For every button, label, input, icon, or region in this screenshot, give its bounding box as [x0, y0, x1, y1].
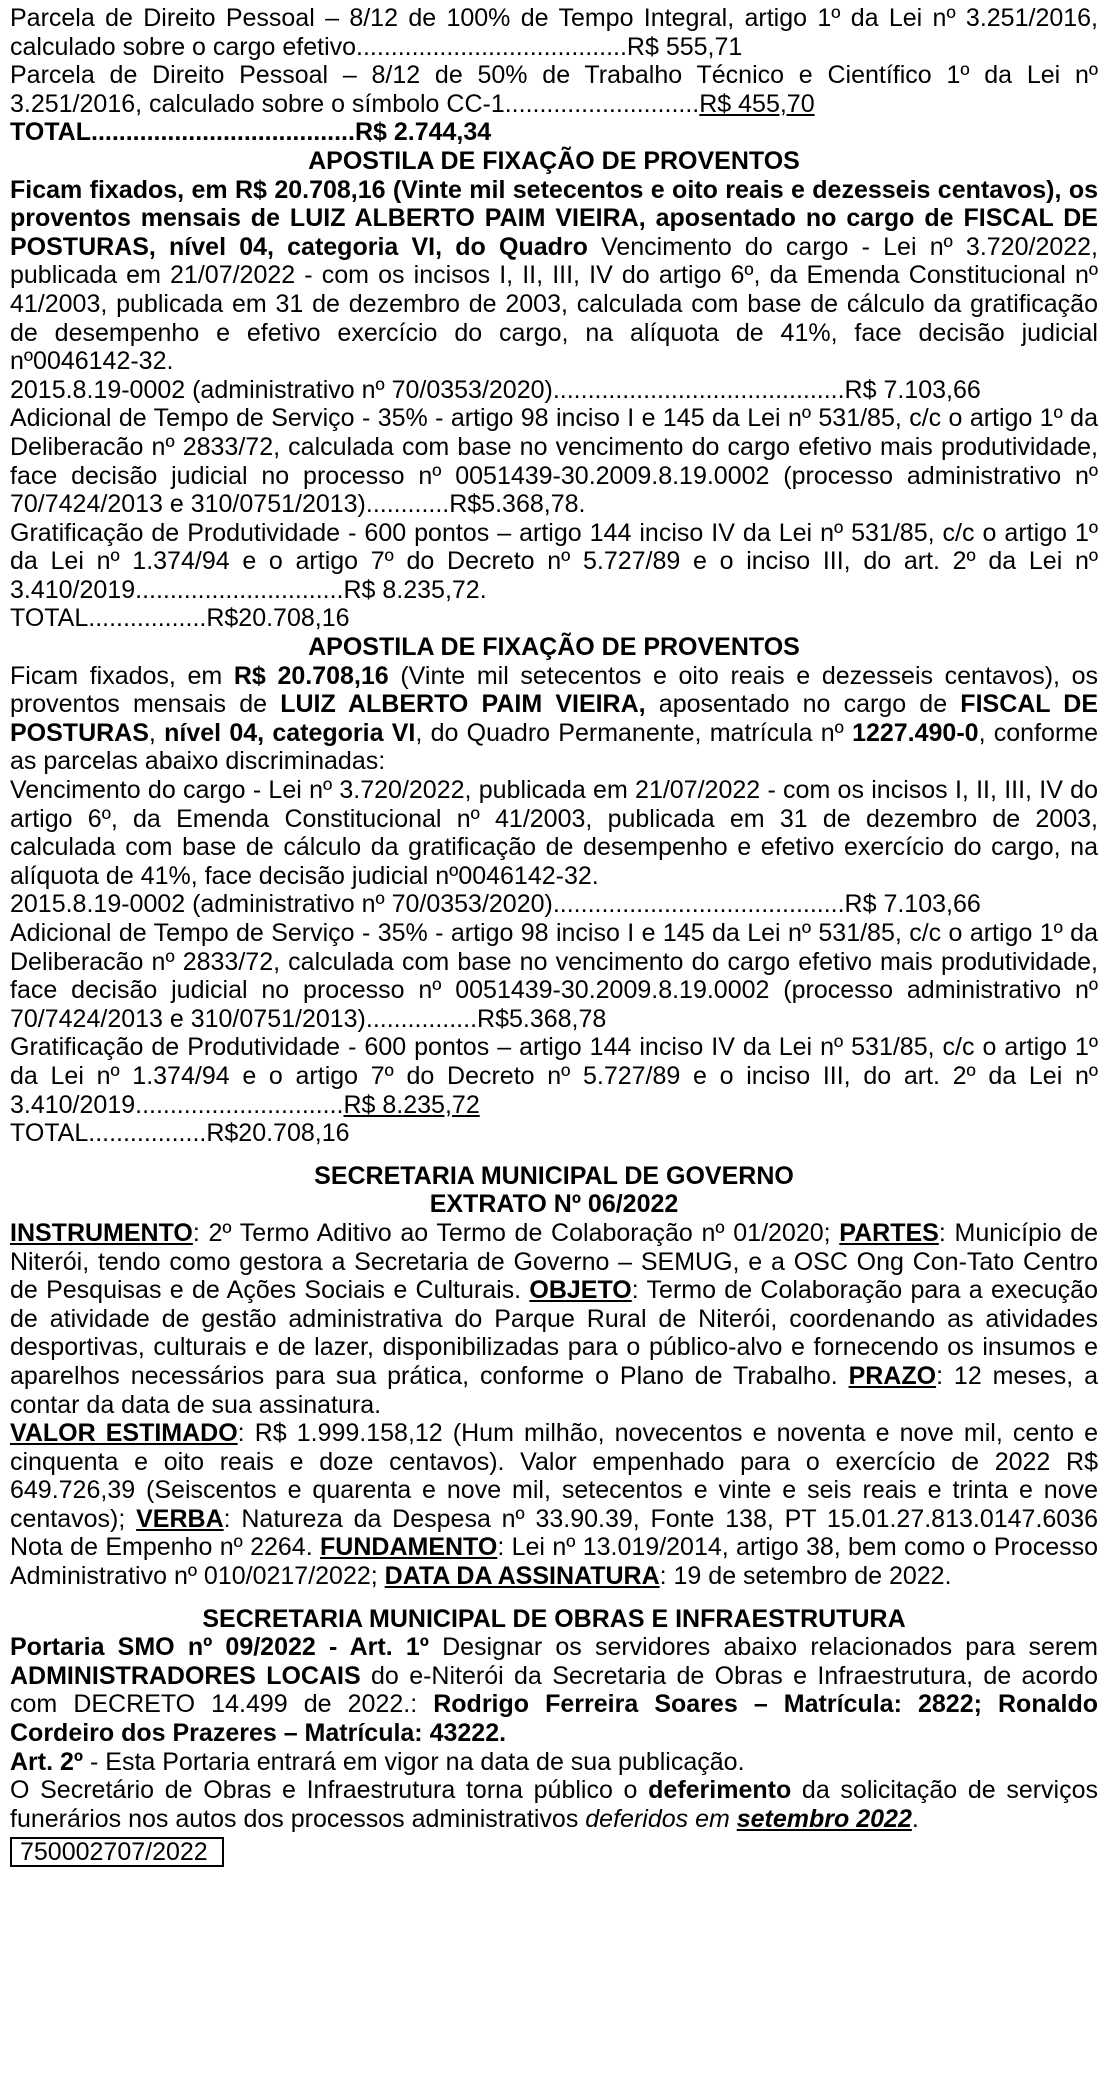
instrumento-label: INSTRUMENTO	[10, 1218, 193, 1247]
partes-text: : Município de Niterói, tendo como gestora a Secretaria de Governo – SEMUG, e a OSC Ong Con-Tato Centro de Pesquisas e de Ações Sociais e Culturais.	[10, 1218, 1098, 1305]
apostila2-intro-name: LUIZ ALBERTO PAIM VIEIRA,	[280, 690, 646, 719]
deferimento-month: setembro 2022	[736, 1804, 912, 1833]
deferimento-end: .	[911, 1804, 919, 1833]
obras-art2	[10, 1748, 1098, 1777]
apostila2-vencimento: Vencimento do cargo - Lei nº 3.720/2022, publicada em 21/07/2022 - com os incisos I, II, III, IV do artigo 6º, da Emenda Constitucional nº 41/2003, publicada em 31 de dezembro de 2003, calculada com base de cálculo da gratificação de desempenho e efetivo exercício do cargo, na alíquota de 41%, face decisão judicial nº0046142-32.	[10, 776, 1098, 890]
data-assinatura-label: DATA DA ASSINATURA	[384, 1562, 660, 1591]
obras-deferimento	[10, 1776, 1098, 1833]
verba-label: VERBA	[136, 1504, 224, 1533]
apostila2-intro-cargo: FISCAL DE POSTURAS	[10, 690, 1099, 747]
apostila2-intro-s7: ,	[148, 718, 165, 747]
apostila2-intro-matricula: 1227.490-0	[852, 718, 979, 747]
governo-extrato-body	[10, 1219, 1098, 1419]
governo-valor-paragraph	[10, 1419, 1098, 1591]
apostila2-gratificacao-value: R$ 8.235,72	[343, 1090, 480, 1119]
art2-label: Art. 2º	[10, 1747, 84, 1776]
governo-extrato-title: EXTRATO Nº 06/2022	[429, 1190, 679, 1219]
portaria-admin-locais: ADMINISTRADORES LOCAIS	[10, 1661, 361, 1690]
apostila1-adicional: Adicional de Tempo de Serviço - 35% - artigo 98 inciso I e 145 da Lei nº 531/85, c/c o artigo 1º da Deliberacão nº 2833/72, calculada com base no vencimento do cargo efetivo mais produtividade, face decisão judicial no processo nº 0051439-30.2009.8.19.0002 (processo administrativo nº 70/7424/2013 e 310/0751/2013)............R$5.368,78.	[10, 404, 1098, 519]
apostila1-total: TOTAL.................R$20.708,16	[10, 604, 350, 633]
verba-text: : Natureza da Despesa nº 33.90.39, Fonte 138, PT 15.01.27.813.0147.6036 Nota de Empenho nº 2264.	[10, 1504, 1099, 1562]
apostila2-gratificacao-text: Gratificação de Produtividade - 600 pontos – artigo 144 inciso IV da Lei nº 531/85, c/c o artigo 1º da Lei nº 1.374/94 e o artigo 7º do Decreto nº 5.727/89 e o inciso III, do art. 2º da Lei nº 3.410/2019..............................	[10, 1033, 1098, 1119]
apostila2-intro-s11: , conforme as parcelas abaixo discriminadas:	[10, 718, 1098, 776]
deferimento-bold: deferimento	[648, 1776, 792, 1805]
governo-heading: SECRETARIA MUNICIPAL DE GOVERNO	[314, 1161, 794, 1190]
obras-portaria	[10, 1633, 1098, 1747]
fundamento-text: : Lei nº 13.019/2014, artigo 38, bem como o Processo Administrativo nº 010/0217/2022;	[10, 1533, 1099, 1591]
partes-label: PARTES	[839, 1218, 939, 1247]
portaria-number: Portaria SMO nº 09/2022 - Art. 1º	[10, 1633, 429, 1662]
objeto-label: OBJETO	[529, 1276, 632, 1305]
valor-text: : R$ 1.999.158,12 (Hum milhão, novecentos e noventa e nove mil, cento e cinquenta e oito reais e doze centavos). Valor empenhado para o exercício de 2022 R$ 649.726,39 (Seiscentos e quarenta e nove mil, setecentos e vinte e seis reais e trinta e nove centavos);	[10, 1419, 1098, 1533]
fundamento-label: FUNDAMENTO	[320, 1533, 498, 1562]
deferimento-italic: deferidos em	[585, 1804, 737, 1833]
portaria-text-1: Designar os servidores abaixo relacionados para serem	[428, 1633, 1098, 1662]
apostila1-intro	[10, 176, 1098, 376]
instrumento-text: : 2º Termo Aditivo ao Termo de Colaboração nº 01/2020;	[192, 1218, 840, 1247]
apostila2-intro-amount: R$ 20.708,16	[233, 661, 389, 690]
apostila2-intro-s5: aposentado no cargo de	[645, 690, 961, 719]
apostila2-intro-nivel: nível 04, categoria VI	[164, 718, 416, 747]
apostila2-title: APOSTILA DE FIXAÇÃO DE PROVENTOS	[308, 633, 800, 662]
objeto-text: : Termo de Colaboração para a execução de atividade de gestão administrativa do Parque Rural de Niterói, coordenando as atividades desportivas, culturais e de lazer, disponibilizadas para o público-alvo e fornecendo os insumos e aparelhos necessários para sua prática, conforme o Plano de Trabalho.	[10, 1276, 1098, 1390]
apostila2-intro-s1: Ficam fixados, em	[10, 661, 234, 690]
apostila1-intro-bold: Ficam fixados, em R$ 20.708,16 (Vinte mil setecentos e oito reais e dezesseis centavos), os proventos mensais de LUIZ ALBERTO PAIM VIEIRA, aposentado no cargo de FISCAL DE POSTURAS, nível 04, categoria VI, do Quadro	[10, 175, 1098, 261]
parcela-trabalho-tecnico	[10, 61, 1098, 118]
apostila2-intro	[10, 662, 1098, 776]
apostila2-intro-s3: (Vinte mil setecentos e oito reais e dezesseis centavos), os proventos mensais de	[10, 661, 1099, 719]
block1-total: TOTAL......................................R$ 2.744,34	[10, 118, 492, 147]
deferimento-text-1: O Secretário de Obras e Infraestrutura torna público o	[10, 1776, 649, 1805]
deferimento-text-2: da solicitação de serviços funerários nos autos dos processos administrativos	[10, 1776, 1099, 1833]
portaria-text-2: do e-Niterói da Secretaria de Obras e Infraestrutura, de acordo com DECRETO 14.499 de 2022.:	[10, 1661, 1098, 1719]
parcela-trabalho-tecnico-value: R$ 455,70	[699, 89, 815, 118]
prazo-label: PRAZO	[848, 1361, 937, 1390]
apostila2-adicional: Adicional de Tempo de Serviço - 35% - artigo 98 inciso I e 145 da Lei nº 531/85, c/c o artigo 1º da Deliberacão nº 2833/72, calculada com base no vencimento do cargo efetivo mais produtividade, face decisão judicial no processo nº 0051439-30.2009.8.19.0002 (processo administrativo nº 70/7424/2013 e 310/0751/2013)................R$5.368,78	[10, 919, 1098, 1033]
apostila1-title: APOSTILA DE FIXAÇÃO DE PROVENTOS	[308, 146, 800, 175]
prazo-text: : 12 meses, a contar da data de sua assinatura.	[10, 1361, 1098, 1419]
valor-label: VALOR ESTIMADO	[10, 1419, 238, 1448]
parcela-trabalho-tecnico-text: Parcela de Direito Pessoal – 8/12 de 50% de Trabalho Técnico e Científico 1º da Lei nº 3.251/2016, calculado sobre o símbolo CC-1............................	[10, 61, 1098, 118]
art2-text: - Esta Portaria entrará em vigor na data de sua publicação.	[83, 1747, 745, 1776]
apostila2-gratificacao	[10, 1033, 1098, 1119]
apostila1-gratificacao: Gratificação de Produtividade - 600 pontos – artigo 144 inciso IV da Lei nº 531/85, c/c o artigo 1º da Lei nº 1.374/94 e o artigo 7º do Decreto nº 5.727/89 e o inciso III, do art. 2º da Lei nº 3.410/2019..............................R$ 8.235,72.	[10, 518, 1098, 604]
portaria-servidores: Rodrigo Ferreira Soares – Matrícula: 2822; Ronaldo Cordeiro dos Prazeres – Matrícula: 43222.	[10, 1690, 1098, 1748]
apostila1-vencimento-value: 2015.8.19-0002 (administrativo nº 70/0353/2020)..........................................R$ 7.103,66	[10, 375, 981, 404]
processo-number-box: 750002707/2022	[10, 1837, 224, 1867]
apostila2-intro-s9: , do Quadro Permanente, matrícula nº	[415, 718, 853, 747]
apostila1-intro-rest: Vencimento do cargo - Lei nº 3.720/2022, publicada em 21/07/2022 - com os incisos I, II, III, IV do artigo 6º, da Emenda Constitucional nº 41/2003, publicada em 31 de dezembro de 2003, calculada com base de cálculo da gratificação de desempenho e efetivo exercício do cargo, na alíquota de 41%, face decisão judicial nº0046142-32.	[10, 232, 1099, 376]
obras-heading: SECRETARIA MUNICIPAL DE OBRAS E INFRAESTRUTURA	[202, 1604, 906, 1633]
apostila2-total: TOTAL.................R$20.708,16	[10, 1119, 350, 1148]
data-assinatura-text: : 19 de setembro de 2022.	[659, 1562, 952, 1591]
apostila2-vencimento-value: 2015.8.19-0002 (administrativo nº 70/0353/2020)..........................................R$ 7.103,66	[10, 890, 981, 919]
parcela-tempo-integral: Parcela de Direito Pessoal – 8/12 de 100% de Tempo Integral, artigo 1º da Lei nº 3.251/2016, calculado sobre o cargo efetivo.......................................R$ 555,71	[10, 4, 1098, 61]
